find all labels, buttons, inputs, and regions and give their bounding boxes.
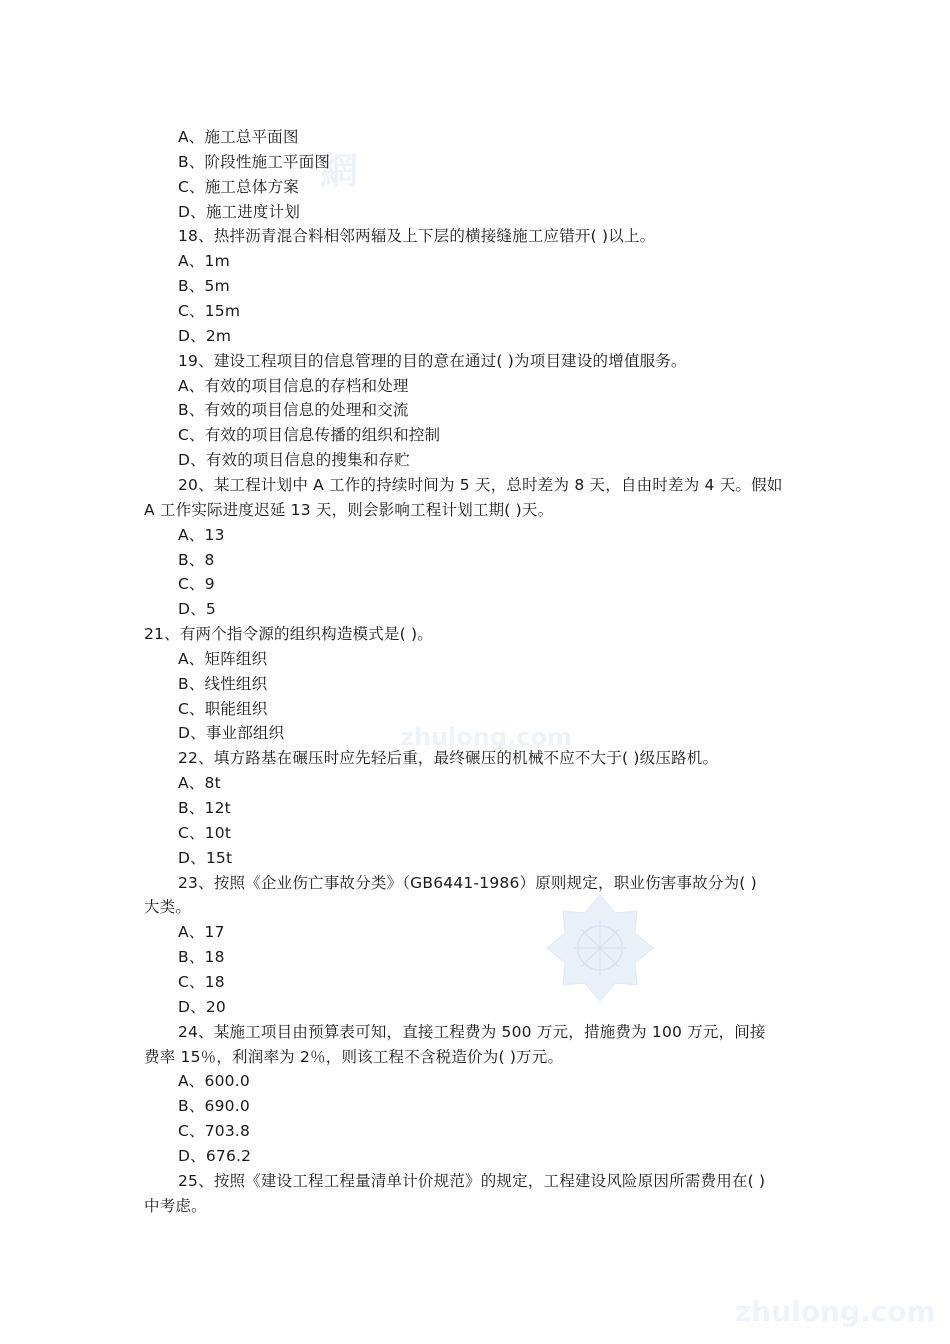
watermark-bottom: zhulong.com xyxy=(735,1295,936,1328)
watermark-middle: zhulong.com xyxy=(400,723,572,751)
text-line: D、事业部组织 xyxy=(178,724,285,743)
text-line: A、施工总平面图 xyxy=(178,128,299,146)
text-line: 24、某施工项目由预算表可知，直接工程费为 500 万元，措施费为 100 万元，间接 xyxy=(178,1022,766,1041)
text-line: D、施工进度计划 xyxy=(178,202,301,221)
text-line: 20、某工程计划中 A 工作的持续时间为 5 天，总时差为 8 天，自由时差为 4 天。假如 xyxy=(178,475,783,494)
text-line: 22、填方路基在碾压时应先轻后重，最终碾压的机械不应不大于( )级压路机。 xyxy=(178,749,719,768)
text-line: B、18 xyxy=(178,948,225,967)
text-line: C、有效的项目信息传播的组织和控制 xyxy=(178,426,441,445)
text-line: 大类。 xyxy=(144,898,192,917)
text-line: C、施工总体方案 xyxy=(178,177,299,196)
text-line: D、676.2 xyxy=(178,1146,252,1165)
text-line: C、职能组织 xyxy=(178,699,268,718)
text-line: B、8 xyxy=(178,550,215,569)
text-line: 23、按照《企业伤亡事故分类》（GB6441-1986）原则规定，职业伤害事故分为( ) xyxy=(178,873,757,892)
text-line: B、有效的项目信息的处理和交流 xyxy=(178,401,409,420)
text-line: A、8t xyxy=(178,774,221,793)
text-line: A、13 xyxy=(178,525,225,544)
text-line: B、5m xyxy=(178,277,230,296)
text-line: A 工作实际进度迟延 13 天，则会影响工程计划工期( )天。 xyxy=(144,500,554,519)
text-line: C、703.8 xyxy=(178,1122,251,1140)
text-line: A、17 xyxy=(178,923,225,942)
text-line: D、5 xyxy=(178,600,216,619)
text-line: C、9 xyxy=(178,575,215,594)
text-line: A、1m xyxy=(178,252,230,271)
text-line: C、18 xyxy=(178,972,225,991)
text-line: D、20 xyxy=(178,997,226,1016)
text-line: 18、热拌沥青混合料相邻两辐及上下层的横接缝施工应错开( )以上。 xyxy=(178,227,656,246)
text-line: D、15t xyxy=(178,848,233,867)
text-line: B、线性组织 xyxy=(178,674,268,693)
text-line: D、有效的项目信息的搜集和存贮 xyxy=(178,451,410,470)
text-line: D、2m xyxy=(178,326,232,345)
text-line: 21、有两个指令源的组织构造模式是( )。 xyxy=(144,625,433,643)
text-line: 19、建设工程项目的信息管理的目的意在通过( )为项目建设的增值服务。 xyxy=(178,351,687,370)
text-line: C、15m xyxy=(178,302,241,320)
text-line: B、690.0 xyxy=(178,1097,250,1116)
text-line: 费率 15％，利润率为 2％，则该工程不含税造价为( )万元。 xyxy=(144,1047,564,1066)
text-line: 25、按照《建设工程工程量清单计价规范》的规定，工程建设风险原因所需费用在( ) xyxy=(178,1171,766,1190)
watermark-top: 網 xyxy=(320,149,359,193)
text-line: B、12t xyxy=(178,799,231,817)
text-line: A、矩阵组织 xyxy=(178,649,268,668)
text-line: A、有效的项目信息的存档和处理 xyxy=(178,376,409,395)
text-line: 中考虑。 xyxy=(144,1196,207,1215)
text-line: A、600.0 xyxy=(178,1072,250,1091)
text-line: B、阶段性施工平面图 xyxy=(178,152,331,171)
text-line: C、10t xyxy=(178,823,232,842)
